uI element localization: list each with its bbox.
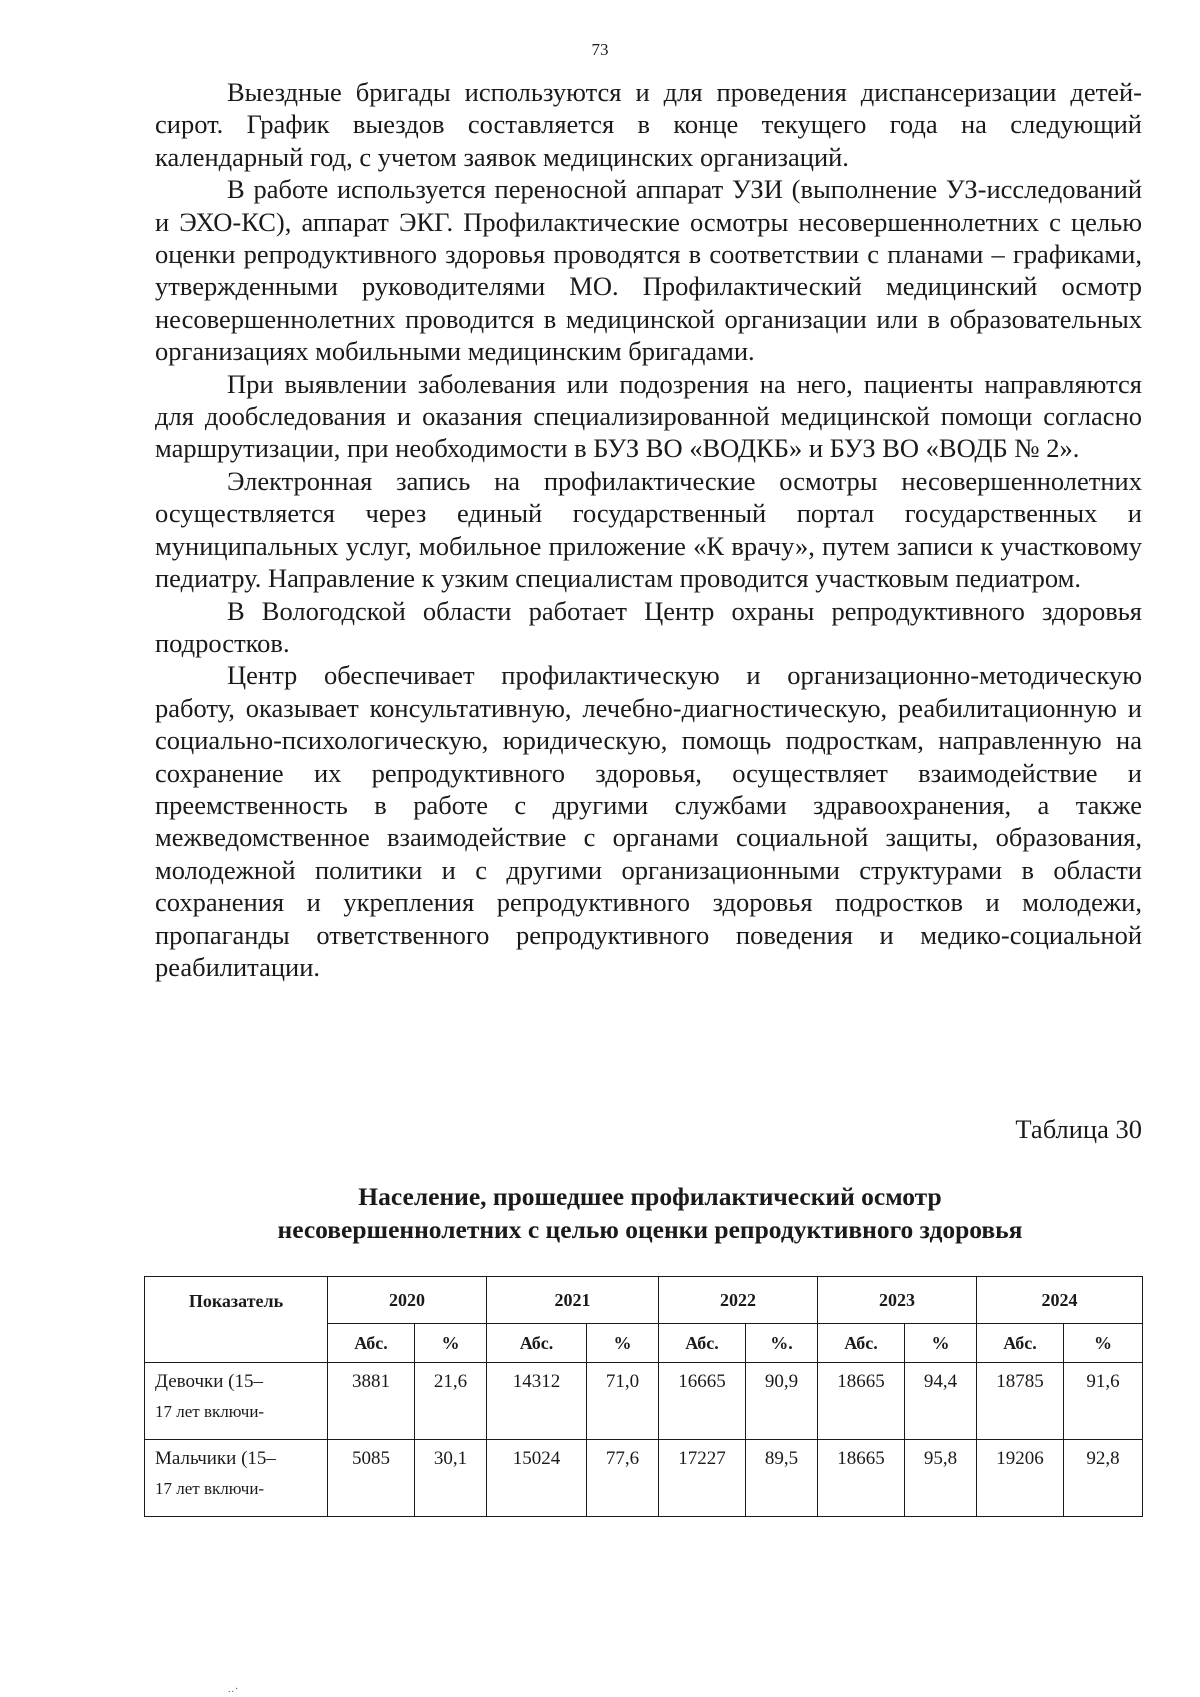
sub-header: Абс. [977,1324,1064,1363]
sub-header: % [587,1324,659,1363]
table-cell: 18665 [818,1363,905,1440]
table-cell: 91,6 [1064,1363,1143,1440]
paragraph: В работе используется переносной аппарат УЗИ (выполнение УЗ-исследований и ЭХО-КС), аппарат ЭКГ. Профилактические осмотры несовершеннолетних с целью оценки репродуктивного здоровья проводятся в соответствии с планами – графиками, утвержденными руководителями МО. Профилактический медицинский осмотр несовершеннолетних проводится в медицинской организации или в образовательных организациях мобильными медицинским бригадами. [155,174,1142,367]
indicator-header: Показатель [145,1277,328,1363]
row-label-line: Мальчики (15– [155,1448,276,1469]
sub-header: % [905,1324,977,1363]
table-title [235,1180,1065,1246]
sub-header: % [415,1324,487,1363]
paragraph: Центр обеспечивает профилактическую и организационно-методическую работу, оказывает консультативную, лечебно-диагностическую, реабилитационную и социально-психологическую, юридическую, помощь подросткам, направленную на сохранение их репродуктивного здоровья, осуществляет взаимодействие и преемственность в работе с другими службами здравоохранения, а также межведомственное взаимодействие с органами социальной защиты, образования, молодежной политики и с другими организационными структурами в области сохранения и укрепления репродуктивного здоровья подростков и молодежи, пропаганды ответственного репродуктивного поведения и медико-социальной реабилитации. [155,660,1142,982]
paragraph: Выездные бригады используются и для проведения диспансеризации детей-сирот. График выездов составляется в конце текущего года на следующий календарный год, с учетом заявок медицинских организаций. [155,77,1142,172]
table-cell: 14312 [487,1363,587,1440]
sub-header: % [1064,1324,1143,1363]
data-table [144,1276,1143,1517]
table-title-line: несовершеннолетних с целью оценки репродуктивного здоровья [277,1215,1023,1244]
row-label [145,1440,328,1517]
scan-marks: ..· [228,1684,240,1695]
table-cell: 15024 [487,1440,587,1517]
year-header: 2022 [659,1277,818,1324]
table-cell: 89,5 [746,1440,818,1517]
table-row [145,1363,1143,1440]
table-cell: 19206 [977,1440,1064,1517]
page-number: 73 [591,40,609,59]
table-row [145,1440,1143,1517]
table-cell: 77,6 [587,1440,659,1517]
table-cell: 18665 [818,1440,905,1517]
row-label-line: Девочки (15– [155,1371,264,1392]
table-caption: Таблица 30 [1015,1114,1142,1144]
table-cell: 5085 [328,1440,415,1517]
table-cell: 18785 [977,1363,1064,1440]
paragraph: В Вологодской области работает Центр охраны репродуктивного здоровья подростков. [155,595,1142,658]
table-cell: 71,0 [587,1363,659,1440]
table-cell: 16665 [659,1363,746,1440]
table-cell: 17227 [659,1440,746,1517]
paragraph: Электронная запись на профилактические осмотры несовершеннолетних осуществляется через единый государственный портал государственных и муниципальных услуг, мобильное приложение «К врачу», путем записи к участковому педиатру. Направление к узким специалистам проводится участковым педиатром. [155,465,1142,594]
body-text [155,76,1142,983]
table-cell: 3881 [328,1363,415,1440]
sub-header: Абс. [659,1324,746,1363]
table-header-row [145,1277,1143,1324]
table-cell: 30,1 [415,1440,487,1517]
year-header: 2024 [977,1277,1143,1324]
row-label-line: 17 лет включи- [155,1402,265,1421]
table-cell: 21,6 [415,1363,487,1440]
table-cell: 90,9 [746,1363,818,1440]
year-header: 2023 [818,1277,977,1324]
sub-header: Абс. [487,1324,587,1363]
sub-header: %. [746,1324,818,1363]
row-label-line: 17 лет включи- [155,1479,265,1498]
row-label [145,1363,328,1440]
year-header: 2020 [328,1277,487,1324]
table-title-line: Население, прошедшее профилактический осмотр [358,1182,942,1211]
sub-header: Абс. [328,1324,415,1363]
sub-header: Абс. [818,1324,905,1363]
table-cell: 92,8 [1064,1440,1143,1517]
paragraph: При выявлении заболевания или подозрения на него, пациенты направляются для дообследования и оказания специализированной медицинской помощи согласно маршрутизации, при необходимости в БУЗ ВО «ВОДКБ» и БУЗ ВО «ВОДБ № 2». [155,368,1142,464]
table-cell: 95,8 [905,1440,977,1517]
table-cell: 94,4 [905,1363,977,1440]
year-header: 2021 [487,1277,659,1324]
